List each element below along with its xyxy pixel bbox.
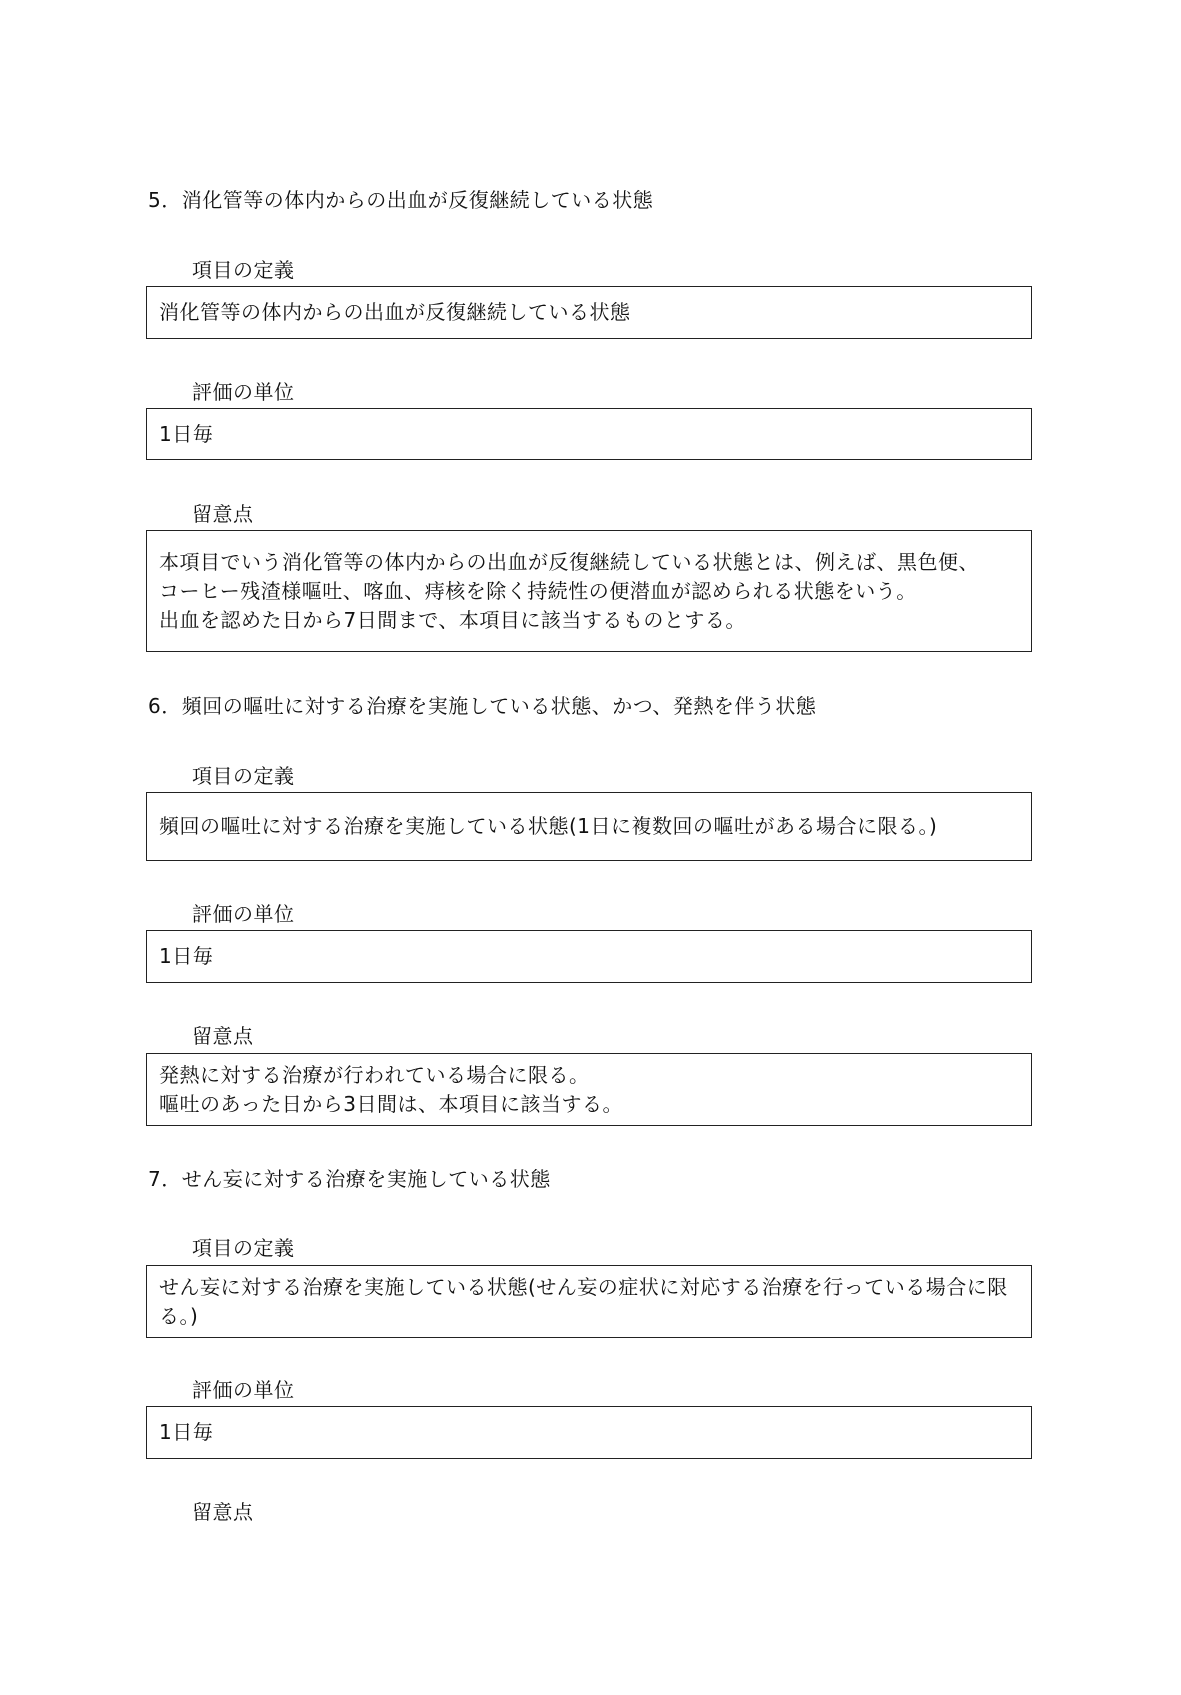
section-7-definition-box xyxy=(146,1265,1032,1338)
section-7-unit-text: 1日毎 xyxy=(159,1420,214,1444)
section-6-definition-box xyxy=(146,792,1032,861)
section-5-notes-line: 本項目でいう消化管等の体内からの出血が反復継続している状態とは、例えば、黒色便、 xyxy=(159,549,979,574)
section-6-notes-box xyxy=(146,1053,1032,1126)
section-6-unit-text: 1日毎 xyxy=(159,944,214,968)
section-7-unit-label: 評価の単位 xyxy=(192,1378,295,1402)
section-7-heading: 7．せん妄に対する治療を実施している状態 xyxy=(148,1167,551,1191)
section-5-unit-text: 1日毎 xyxy=(159,421,214,446)
section-5-unit-label: 評価の単位 xyxy=(192,380,295,404)
section-5-notes-label: 留意点 xyxy=(192,502,254,526)
section-7-unit-box xyxy=(146,1406,1032,1459)
section-6-notes-line: 発熱に対する治療が行われている場合に限る。 xyxy=(159,1062,590,1087)
section-6-unit-box xyxy=(146,930,1032,983)
section-7-definition-label: 項目の定義 xyxy=(192,1236,295,1260)
section-7-notes-label: 留意点 xyxy=(192,1500,254,1524)
section-5-definition-text: 消化管等の体内からの出血が反復継続している状態 xyxy=(159,300,631,324)
section-7-definition-text: せん妄に対する治療を実施している状態(せん妄の症状に対応する治療を行っている場合に限る。) xyxy=(159,1274,1008,1328)
section-5-definition-box xyxy=(146,286,1032,339)
section-6-definition-label: 項目の定義 xyxy=(192,764,295,788)
section-6-heading: 6．頻回の嘔吐に対する治療を実施している状態、かつ、発熱を伴う状態 xyxy=(148,694,817,718)
section-5-notes-box xyxy=(146,530,1032,652)
section-5-unit-box xyxy=(146,408,1032,460)
section-5-heading: 5．消化管等の体内からの出血が反復継続している状態 xyxy=(148,188,654,212)
section-5-notes-line: 出血を認めた日から7日間まで、本項目に該当するものとする。 xyxy=(159,607,746,632)
section-5-definition-label: 項目の定義 xyxy=(192,258,295,282)
section-6-definition-text: 頻回の嘔吐に対する治療を実施している状態(1日に複数回の嘔吐がある場合に限る。) xyxy=(159,814,938,838)
section-6-unit-label: 評価の単位 xyxy=(192,902,295,926)
section-5-notes-line: コーヒー残渣様嘔吐、喀血、痔核を除く持続性の便潜血が認められる状態をいう。 xyxy=(159,578,917,603)
section-6-notes-line: 嘔吐のあった日から3日間は、本項目に該当する。 xyxy=(159,1091,624,1116)
section-6-notes-label: 留意点 xyxy=(192,1024,254,1048)
